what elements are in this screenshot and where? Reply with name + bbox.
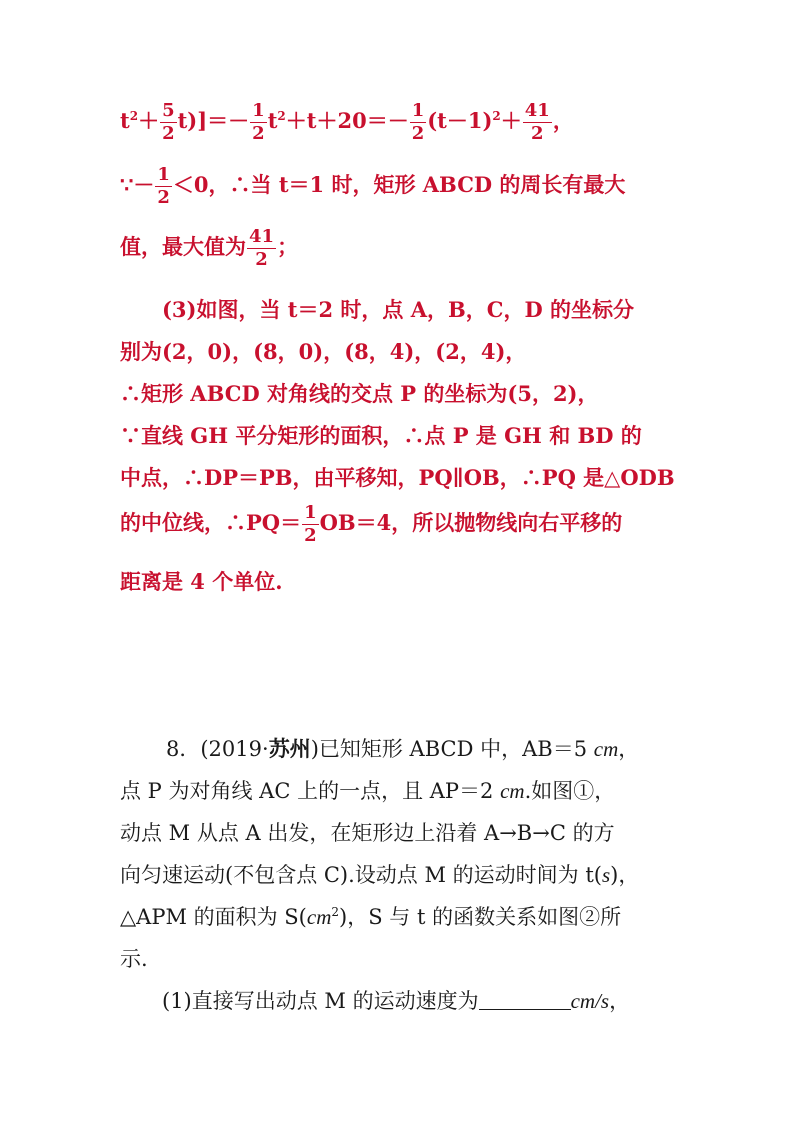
problem-line-5: △APM 的面积为 $S(cm^2)$，S 与 t 的函数关系如图②所 bbox=[120, 905, 622, 929]
fraction: $\frac{1}{2}$ bbox=[157, 164, 170, 208]
problem-line-2: 点 P 为对角线 AC 上的一点，且 AP＝2 cm.如图①， bbox=[120, 779, 616, 803]
problem-line-1: 8．(2019·苏州)已知矩形 ABCD 中，AB＝5 cm， bbox=[166, 736, 640, 761]
solution-line-5: 别为(2，0)，(8，0)，(8，4)，(2，4)， bbox=[120, 339, 527, 364]
fraction: $\frac{41}{2}$ bbox=[524, 100, 550, 144]
solution-line-4: (3)如图，当 t＝2 时，点 A，B，C，D 的坐标分 bbox=[162, 297, 635, 322]
solution-line-8: 中点，∴DP＝PB，由平移知，PQ∥OB，∴PQ 是△ODB bbox=[120, 465, 675, 490]
solution-line-6: ∴矩形 ABCD 对角线的交点 P 的坐标为(5，2)， bbox=[120, 381, 599, 406]
fraction: $\frac{1}{2}$ bbox=[252, 100, 265, 144]
problem-line-6: 示. bbox=[120, 947, 148, 971]
solution-line-10: 距离是 4 个单位. bbox=[120, 569, 283, 594]
fraction: $\frac{41}{2}$ bbox=[249, 226, 275, 270]
problem-line-7: (1)直接写出动点 M 的运动速度为 cm/s， bbox=[162, 989, 631, 1013]
solution-line-3: 值，最大值为 $\frac{41}{2}$ ； bbox=[120, 226, 299, 270]
solution-line-9: 的中位线，∴PQ＝ $\frac{1}{2}$ OB＝4，所以抛物线向右平移的 bbox=[120, 502, 623, 546]
problem-line-4: 向匀速运动(不包含点 C).设动点 M 的运动时间为 t(s)， bbox=[120, 863, 640, 887]
fraction: $\frac{1}{2}$ bbox=[411, 100, 425, 144]
fraction: $\frac{5}{2}$ bbox=[162, 100, 175, 144]
solution-line-7: ∵直线 GH 平分矩形的面积，∴点 P 是 GH 和 BD 的 bbox=[120, 423, 642, 448]
fraction: $\frac{1}{2}$ bbox=[304, 502, 317, 546]
solution-line-2: ∵－ $\frac{1}{2}$ ＜0，∴当 t＝1 时，矩形 ABCD 的周长有最大 bbox=[120, 164, 626, 208]
problem-line-3: 动点 M 从点 A 出发，在矩形边上沿着 A→B→C 的方 bbox=[120, 821, 615, 845]
answer-blank[interactable] bbox=[479, 991, 571, 1010]
solution-line-1: $t^2+$ $\frac{5}{2}$ t)]＝－ $\frac{1}{2}$ $t^2+t+20=-$ $\frac{1}{2}$ $(t-1)^2+$ $\frac{41}{2}$ ， bbox=[120, 100, 574, 144]
